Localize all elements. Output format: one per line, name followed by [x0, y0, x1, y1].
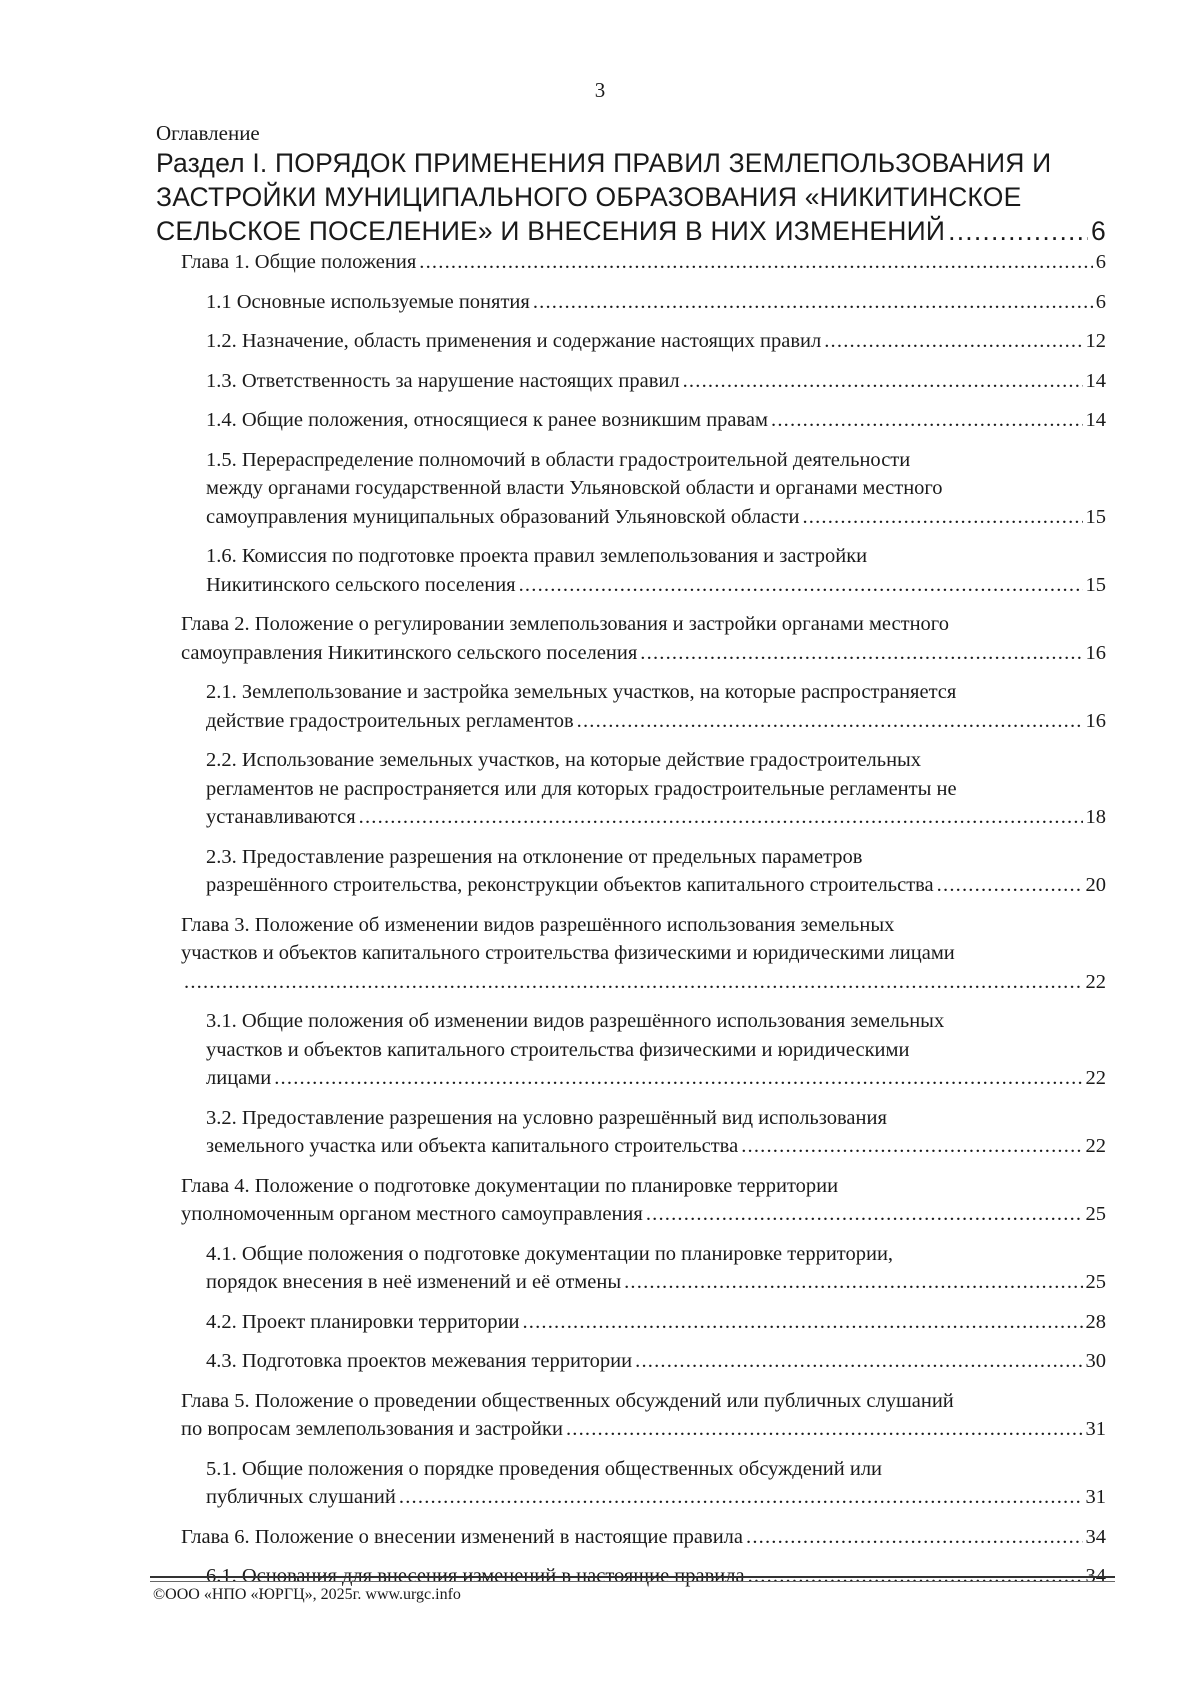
toc-entry-text: устанавливаются — [206, 806, 356, 828]
toc-page-number: 12 — [1085, 330, 1106, 352]
dot-leader — [274, 1064, 1082, 1093]
dot-leader — [771, 406, 1082, 435]
toc-subsection-entry[interactable] — [156, 446, 1106, 532]
toc-entry-last-line — [206, 571, 1106, 600]
dot-leader — [624, 1268, 1082, 1297]
toc-entry-text: 1.2. Назначение, область применения и содержание настоящих правил — [206, 330, 822, 352]
toc-entry-line: 5.1. Общие положения о порядке проведения общественных обсуждений или — [206, 1457, 883, 1480]
dot-leader — [746, 1523, 1083, 1552]
section-title-line: Раздел I. ПОРЯДОК ПРИМЕНЕНИЯ ПРАВИЛ ЗЕМЛЕПОЛЬЗОВАНИЯ И — [156, 148, 1052, 178]
toc-entry-text: 6.1. Основания для внесения изменений в настоящие правила — [206, 1565, 745, 1587]
dot-leader — [741, 1132, 1082, 1161]
toc-entry-text: самоуправления муниципальных образований Ульяновской области — [206, 505, 800, 528]
toc-entry-last-line — [206, 1347, 1106, 1376]
toc-entry-text: разрешённого строительства, реконструкции объектов капитального строительства — [206, 874, 934, 896]
toc-entry-line: 3.1. Общие положения об изменении видов разрешённого использования земельных — [206, 1010, 945, 1032]
toc-subsection-entry[interactable] — [156, 1347, 1106, 1376]
dot-leader — [184, 968, 1083, 997]
toc-page-number: 34 — [1085, 1565, 1106, 1587]
toc-subsection-entry[interactable] — [156, 1308, 1106, 1337]
toc-entry-line: 1.6. Комиссия по подготовке проекта правил землепользования и застройки — [206, 545, 868, 567]
dot-leader — [646, 1200, 1083, 1229]
toc-entry-last-line — [206, 367, 1106, 396]
toc-entry-line: участков и объектов капитального строительства физическими и юридическими — [206, 1038, 910, 1061]
dot-leader — [566, 1415, 1083, 1444]
toc-page-number: 31 — [1085, 1418, 1106, 1440]
toc-entry-line: между органами государственной власти Ульяновской области и органами местного — [206, 477, 943, 499]
toc-subsection-entry[interactable] — [156, 1104, 1106, 1161]
toc-page-number: 25 — [1085, 1271, 1106, 1293]
toc-chapter-entry[interactable] — [156, 1387, 1106, 1444]
toc-entry-line: регламентов не распространяется или для которых градостроительные регламенты не — [206, 777, 957, 800]
toc-entry-text: 1.3. Ответственность за нарушение настоящих правил — [206, 369, 680, 392]
toc-page-number: 6 — [1095, 251, 1106, 273]
toc-entry-last-line — [206, 327, 1106, 356]
toc-entry-line: 1.5. Перераспределение полномочий в области градостроительной деятельности — [206, 448, 911, 471]
toc-page-number: 22 — [1085, 970, 1106, 993]
toc-subsection-entry[interactable] — [156, 288, 1106, 317]
toc-subsection-entry[interactable] — [156, 542, 1106, 599]
toc-entry-text: 4.3. Подготовка проектов межевания территории — [206, 1350, 633, 1372]
toc-subsection-entry[interactable] — [156, 406, 1106, 435]
dot-leader — [399, 1483, 1083, 1512]
toc-entry-last-line — [181, 1523, 1106, 1552]
dot-leader — [802, 503, 1082, 532]
toc-subsection-entry[interactable] — [156, 1455, 1106, 1512]
toc-section-title[interactable] — [156, 146, 1106, 248]
toc-entry-last-line — [206, 707, 1106, 736]
toc-subsection-entry[interactable] — [156, 843, 1106, 900]
dot-leader — [533, 288, 1093, 317]
toc-entry-last-line — [181, 968, 1106, 997]
toc-page-number: 15 — [1085, 505, 1106, 528]
toc-entry-text: 4.2. Проект планировки территории — [206, 1310, 520, 1333]
dot-leader — [948, 214, 1088, 248]
toc-chapter-entry[interactable] — [156, 1172, 1106, 1229]
toc-entry-line: Глава 4. Положение о подготовке документации по планировке территории — [181, 1174, 839, 1197]
dot-leader — [824, 327, 1082, 356]
toc-page-number: 14 — [1085, 369, 1106, 392]
toc-entry-line: Глава 5. Положение о проведении общественных обсуждений или публичных слушаний — [181, 1389, 954, 1412]
toc-subsection-entry[interactable] — [156, 746, 1106, 832]
toc-page-number: 22 — [1085, 1135, 1106, 1157]
toc-entry-last-line — [181, 639, 1106, 668]
section-title-text: СЕЛЬСКОЕ ПОСЕЛЕНИЕ» И ВНЕСЕНИЯ В НИХ ИЗМЕНЕНИЙ — [156, 216, 946, 246]
toc-page-number: 22 — [1085, 1067, 1106, 1089]
toc-page-number: 30 — [1085, 1350, 1106, 1372]
toc-page-number: 15 — [1085, 573, 1106, 596]
dot-leader — [937, 871, 1083, 900]
toc-entry-last-line — [181, 1200, 1106, 1229]
toc-entry-line: 2.1. Землепользование и застройка земельных участков, на которые распространяется — [206, 681, 957, 703]
toc-entry-line: 2.3. Предоставление разрешения на отклонение от предельных параметров — [206, 845, 863, 868]
toc-entry-last-line — [206, 1064, 1106, 1093]
toc-entry-text: уполномоченным органом местного самоуправления — [181, 1203, 643, 1225]
toc-entry-line: 3.2. Предоставление разрешения на условно разрешённый вид использования — [206, 1106, 887, 1129]
toc-entry-line: участков и объектов капитального строительства физическими и юридическими лицами — [181, 942, 955, 964]
toc-entry-last-line — [206, 1132, 1106, 1161]
toc-page-number: 31 — [1085, 1486, 1106, 1508]
dot-leader — [635, 1347, 1082, 1376]
toc-page-number: 16 — [1085, 641, 1106, 664]
toc-entry-last-line — [181, 248, 1106, 277]
toc-entry-text: земельного участка или объекта капитального строительства — [206, 1135, 739, 1157]
toc-subsection-entry[interactable] — [156, 367, 1106, 396]
dot-leader — [519, 571, 1083, 600]
toc-entry-text: лицами — [206, 1067, 272, 1089]
toc-entry-last-line — [206, 871, 1106, 900]
toc-page-number: 18 — [1085, 806, 1106, 828]
dot-leader — [640, 639, 1082, 668]
toc-entry-text: Глава 6. Положение о внесении изменений в настоящие правила — [181, 1525, 743, 1548]
toc-entry-text: самоуправления Никитинского сельского поселения — [181, 641, 638, 664]
toc-page-number: 20 — [1085, 874, 1106, 896]
toc-entry-last-line — [206, 288, 1106, 317]
toc-entry-last-line — [206, 1308, 1106, 1337]
dot-leader — [522, 1308, 1082, 1337]
dot-leader — [577, 707, 1083, 736]
toc-entry-text: порядок внесения в неё изменений и её отмены — [206, 1271, 622, 1293]
toc-entry-line: 2.2. Использование земельных участков, на которые действие градостроительных — [206, 749, 922, 771]
toc-page-number: 6 — [1095, 290, 1106, 313]
dot-leader — [683, 367, 1083, 396]
toc-page-number: 25 — [1085, 1203, 1106, 1225]
toc-entry-last-line — [206, 406, 1106, 435]
toc-entry-last-line — [181, 1415, 1106, 1444]
toc-subsection-entry[interactable] — [156, 327, 1106, 356]
toc-subsection-entry[interactable] — [156, 1007, 1106, 1093]
toc-page-number: 16 — [1085, 709, 1106, 732]
toc-entry-text: Никитинского сельского поселения — [206, 573, 516, 596]
toc-entry-text: 1.4. Общие положения, относящиеся к ранее возникшим правам — [206, 409, 769, 431]
toc-page-number: 14 — [1085, 409, 1106, 431]
toc-entry-last-line — [206, 503, 1106, 532]
toc-entry-last-line — [206, 1483, 1106, 1512]
footer-divider-thin — [150, 1581, 1115, 1582]
toc-chapter-entry[interactable] — [156, 1523, 1106, 1552]
toc-entry-last-line — [206, 803, 1106, 832]
toc-entry-last-line — [206, 1268, 1106, 1297]
toc-entry-text: по вопросам землепользования и застройки — [181, 1418, 563, 1440]
table-of-contents — [156, 120, 1106, 1591]
toc-page-number: 6 — [1091, 216, 1106, 246]
toc-subsection-entry[interactable] — [156, 1240, 1106, 1297]
toc-chapter-entry[interactable] — [156, 248, 1106, 277]
toc-subsection-entry[interactable] — [156, 678, 1106, 735]
dot-leader — [419, 248, 1092, 277]
toc-page-number: 28 — [1085, 1310, 1106, 1333]
toc-entry-line: Глава 3. Положение об изменении видов разрешённого использования земельных — [181, 913, 895, 936]
toc-entry-line: 4.1. Общие положения о подготовке документации по планировке территории, — [206, 1242, 894, 1265]
toc-entry-text: действие градостроительных регламентов — [206, 709, 574, 732]
toc-entry-text: Глава 1. Общие положения — [181, 251, 417, 273]
toc-chapter-entry[interactable] — [156, 610, 1106, 667]
toc-entry-text: публичных слушаний — [206, 1486, 396, 1508]
toc-entry-line: Глава 2. Положение о регулировании землепользования и застройки органами местного — [181, 613, 949, 635]
section-title-line: ЗАСТРОЙКИ МУНИЦИПАЛЬНОГО ОБРАЗОВАНИЯ «НИКИТИНСКОЕ — [156, 182, 1022, 212]
toc-page-number: 34 — [1085, 1525, 1106, 1548]
section-title-last-line — [156, 214, 1106, 248]
footer-copyright: ©ООО «НПО «ЮРГЦ», 2025г. www.urgc.info — [153, 1586, 461, 1603]
toc-chapter-entry[interactable] — [156, 911, 1106, 997]
toc-heading: Оглавление — [156, 121, 260, 145]
toc-entries — [156, 248, 1106, 1591]
dot-leader — [359, 803, 1083, 832]
footer-divider — [150, 1576, 1115, 1578]
page-number: 3 — [594, 78, 606, 102]
toc-entry-text: 1.1 Основные используемые понятия — [206, 290, 530, 313]
